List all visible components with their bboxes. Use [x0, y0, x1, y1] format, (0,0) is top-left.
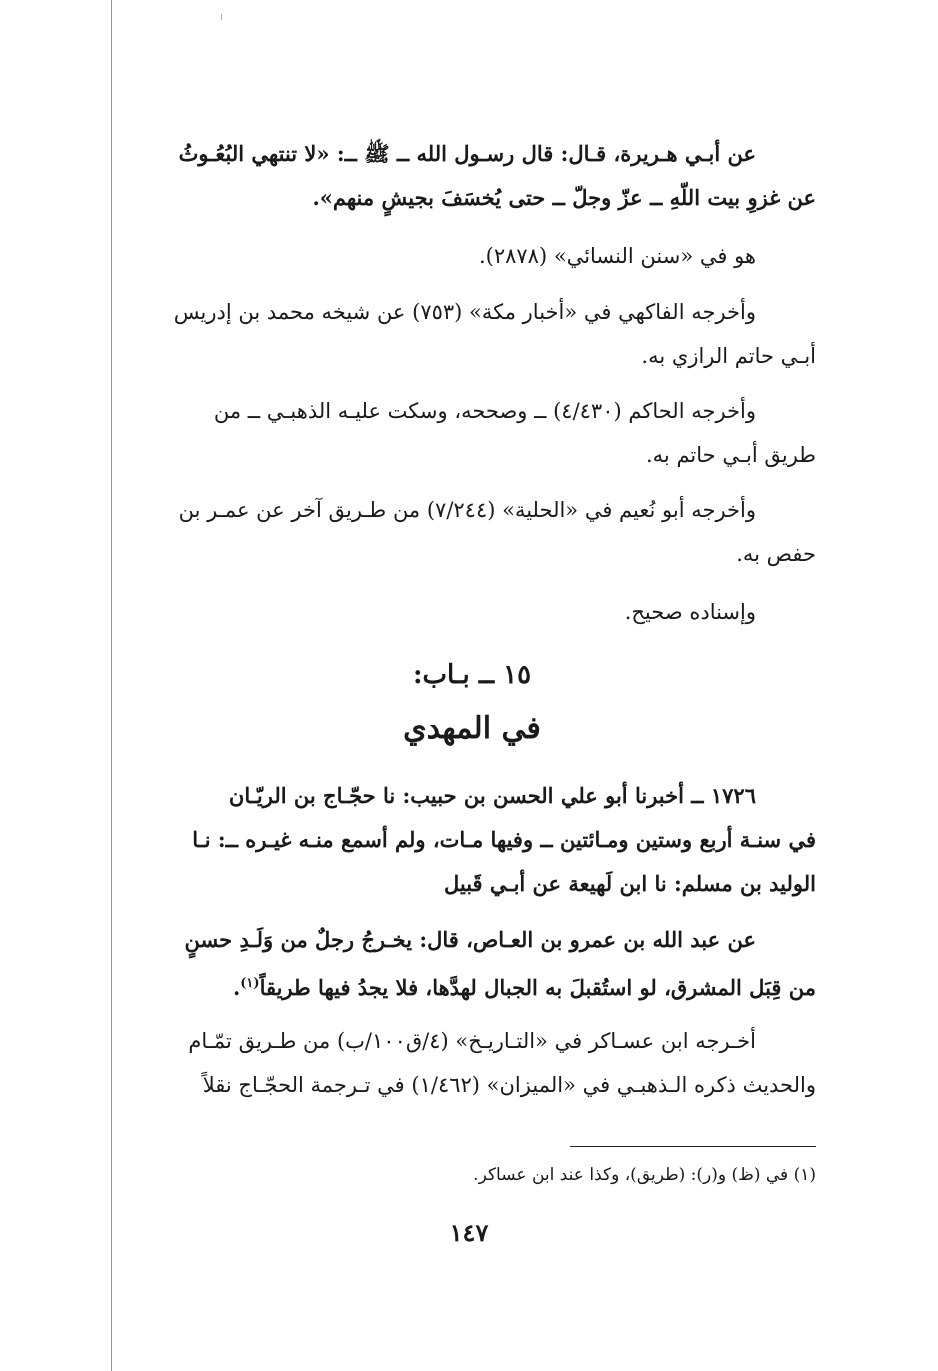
commentary-paragraph: [128, 234, 816, 278]
footnote-reference: (١): [240, 976, 260, 991]
text-line: عن عبد الله بن عمرو بن العـاص، قال: يخـرجُ رجلٌ من وَلَـدِ حسنٍ: [184, 927, 756, 952]
text-line: وإسناده صحيح.: [624, 600, 756, 624]
text-line: حفص به.: [736, 542, 816, 566]
text-line: الوليد بن مسلم: نا ابن لَهيعة عن أبـي قَبيل: [443, 871, 816, 896]
chapter-title: في المهدي: [403, 711, 541, 746]
text-line: ١٧٢٦ ــ أخبرنا أبو علي الحسن بن حبيب: نا حجّـاج بن الريّـان: [228, 783, 756, 808]
text-line: طريق أبـي حاتم به.: [646, 443, 816, 467]
commentary-paragraph: [128, 488, 816, 576]
text-line: عن أبـي هـريرة، قـال: قال رسـول الله ــ ﷺ ــ: «لا تنتهي البُعُـوثُ: [178, 141, 756, 166]
text-line: هو في «سنن النسائي» (٢٨٧٨).: [478, 244, 756, 268]
text-line: والحديث ذكره الـذهبـي في «الميزان» (١/٤٦٢) في تـرجمة الحجّـاج نقلاً: [202, 1073, 816, 1097]
hadith-text-2: [128, 918, 816, 1010]
text-line: عن غزوِ بيت اللّهِ ــ عزّ وجلّ ــ حتى يُخسَفَ بجيشٍ منهم».: [312, 185, 816, 210]
hadith-isnad: [128, 774, 816, 906]
footnote-separator: [570, 1146, 816, 1147]
sentence-end: .: [232, 975, 241, 1000]
text-line: وأخرجه أبو نُعيم في «الحلية» (٧/٢٤٤) من طـريق آخر عن عمـر بن: [178, 498, 756, 522]
text-line: وأخرجه الحاكم (٤/٤٣٠) ــ وصححه، وسكت عليـه الذهبـي ــ من: [213, 399, 756, 423]
page-number: ١٤٧: [449, 1218, 489, 1247]
hadith-text-1: [128, 132, 816, 220]
commentary-paragraph: [128, 590, 816, 634]
scan-mark: [221, 14, 222, 20]
text-line: أبـي حاتم الرازي به.: [641, 344, 816, 368]
text-line: في سنـة أربع وستين ومـائتين ــ وفيها مـات، ولم أسمع منـه غيـره ــ: نـا: [192, 827, 816, 852]
text-line-body: من قِبَل المشرق، لو استُقبلَ به الجبال لهدَّها، فلا يجدُ فيها طريقاً: [259, 975, 816, 1000]
chapter-number: ١٥ ــ بـاب:: [412, 660, 532, 690]
margin-rule: [111, 0, 112, 1371]
text-line: [128, 962, 816, 1010]
footnote-text: (١) في (ظ) و(ر): (طريق)، وكذا عند ابن عساكر.: [473, 1165, 816, 1185]
text-line: وأخرجه الفاكهي في «أخبار مكة» (٧٥٣) عن شيخه محمد بن إدريس: [173, 300, 756, 324]
commentary-paragraph: [128, 389, 816, 477]
text-line: أخـرجه ابن عسـاكر في «التـاريـخ» (٤/ق١٠٠/ب) من طـريق تمّـام: [188, 1029, 756, 1053]
commentary-paragraph: [128, 290, 816, 378]
commentary-paragraph: [128, 1019, 816, 1107]
